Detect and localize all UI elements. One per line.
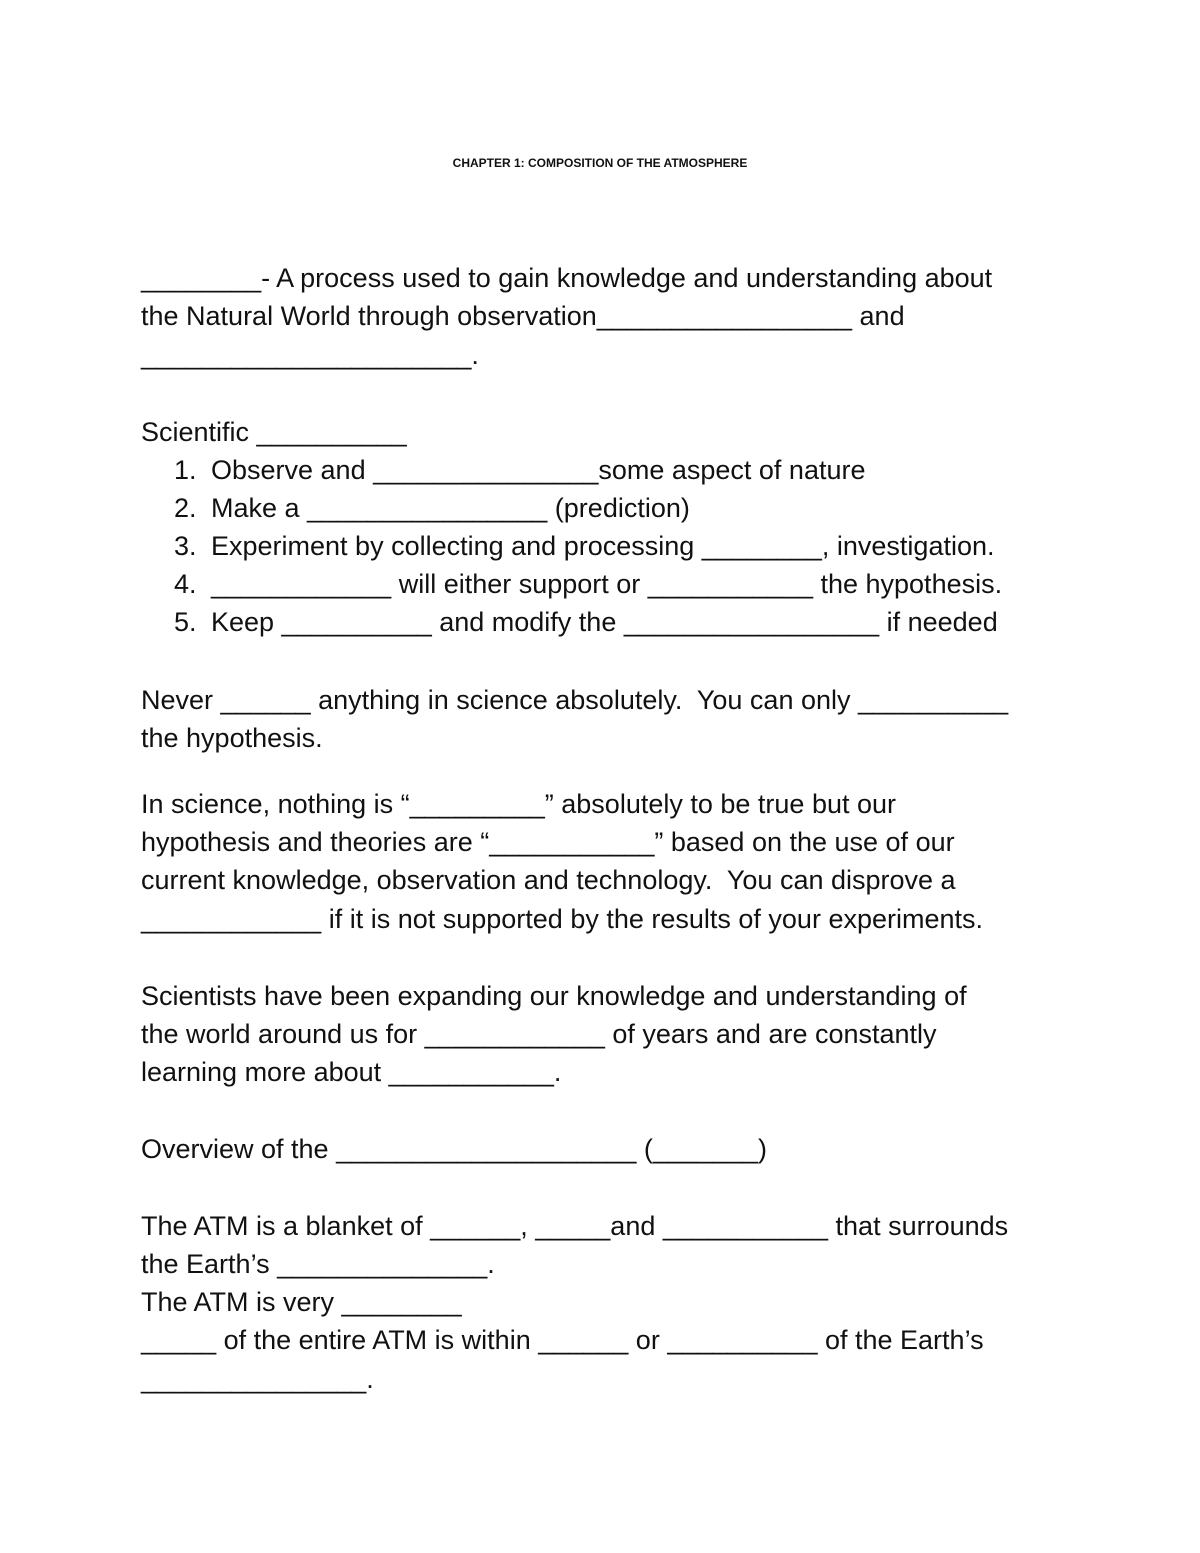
overview-line: Overview of the ____________________ (_______) (141, 1134, 767, 1164)
step-text: Keep __________ and modify the _________________ if needed (211, 607, 998, 637)
in-science-line-3: current knowledge, observation and technology. You can disprove a (141, 865, 956, 895)
step-text: Observe and _______________some aspect of nature (211, 455, 866, 485)
atm-line-3: The ATM is very ________ (141, 1287, 462, 1317)
in-science-line-2: hypothesis and theories are “___________” based on the use of our (141, 827, 955, 857)
atm-line-2: the Earth’s ______________. (141, 1249, 495, 1279)
step-text: Make a ________________ (prediction) (211, 493, 690, 523)
step-text: Experiment by collecting and processing ________, investigation. (211, 531, 995, 561)
never-line-1: Never ______ anything in science absolutely. You can only __________ (141, 685, 1009, 715)
atm-line-5: _______________. (141, 1364, 374, 1394)
definition-line-2: the Natural World through observation_________________ and (141, 301, 905, 331)
scientific-method-heading: Scientific __________ (141, 417, 407, 447)
step-number: 2. (174, 493, 197, 523)
scientists-line-2: the world around us for ____________ of years and are constantly (141, 1019, 937, 1049)
scientists-line-3: learning more about ___________. (141, 1057, 562, 1087)
definition-line-1: ________- A process used to gain knowledge and understanding about (141, 263, 993, 293)
never-line-2: the hypothesis. (141, 723, 323, 753)
page-title: CHAPTER 1: COMPOSITION OF THE ATMOSPHERE (452, 156, 748, 170)
scientists-line-1: Scientists have been expanding our knowledge and understanding of (141, 981, 967, 1011)
in-science-line-4: ____________ if it is not supported by the results of your experiments. (141, 904, 984, 934)
definition-line-3: ______________________. (141, 340, 479, 370)
step-number: 5. (174, 607, 197, 637)
step-number: 1. (174, 455, 197, 485)
step-number: 3. (174, 531, 197, 561)
atm-line-4: _____ of the entire ATM is within ______ or __________ of the Earth’s (141, 1325, 984, 1355)
step-number: 4. (174, 569, 197, 599)
step-text: ____________ will either support or ___________ the hypothesis. (211, 569, 1003, 599)
in-science-line-1: In science, nothing is “_________” absolutely to be true but our (141, 789, 896, 819)
atm-line-1: The ATM is a blanket of ______, _____and ___________ that surrounds (141, 1211, 1009, 1241)
